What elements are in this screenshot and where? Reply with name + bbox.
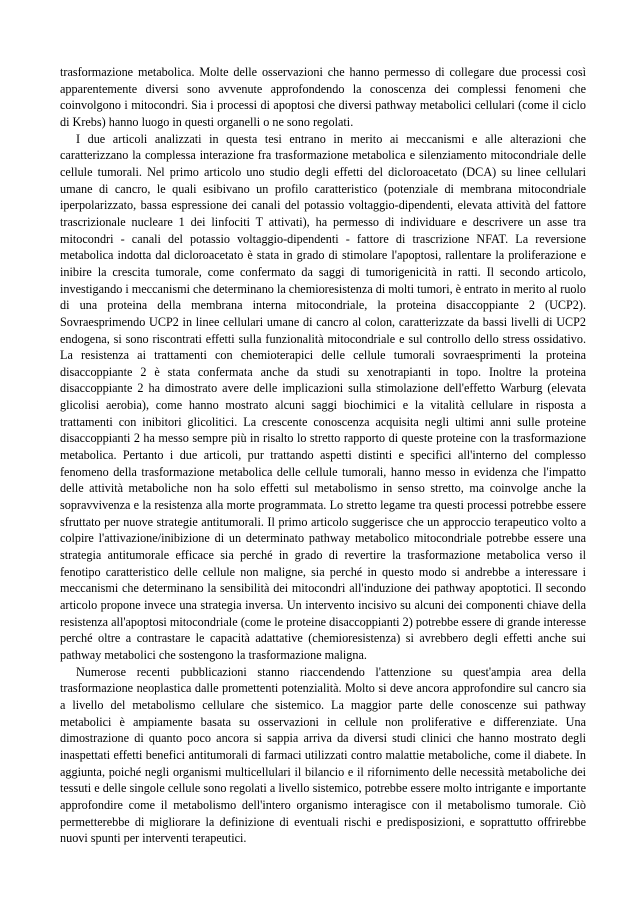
document-page: [60, 64, 586, 847]
paragraph-continuation: trasformazione metabolica. Molte delle osservazioni che hanno permesso di collegare due processi così apparentemente diversi sono avvenute approfondendo la conoscenza dei complessi fenomeni che coinvolgono i mitocondri. Sia i processi di apoptosi che diversi pathway metabolici cellulari (come il ciclo di Krebs) hanno luogo in questi organelli o ne sono regolati.: [60, 65, 586, 129]
paragraph-recent-publications: Numerose recenti pubblicazioni stanno riaccendendo l'attenzione su quest'ampia area della trasformazione neoplastica dalle promettenti potenzialità. Molto si deve ancora approfondire sul cancro sia a livello del metabolismo cellulare che sistemico. La maggior parte delle conoscenze sui pathway metabolici è ampiamente basata su osservazioni in cellule non proliferative e differenziate. Una dimostrazione di quanto poco ancora si sappia arriva da diversi studi clinici che hanno mostrato degli inaspettati effetti benefici antitumorali di farmaci utilizzati contro malattie metaboliche, come il diabete. In aggiunta, poiché negli organismi multicellulari il bilancio e il rifornimento delle necessità metaboliche dei tessuti e delle singole cellule sono regolati a livello sistemico, potrebbe essere molto intrigante e importante approfondire come il metabolismo dell'intero organismo interagisce con il metabolismo tumorale. Ciò permetterebbe di migliorare la definizione di eventuali rischi e predisposizioni, e soprattutto offrirebbe nuovi spunti per interventi terapeutici.: [60, 664, 586, 846]
paragraph-articles-analysis: I due articoli analizzati in questa tesi entrano in merito ai meccanismi e alle alterazioni che caratterizzano la complessa interazione fra trasformazione metabolica e silenziamento mitocondriale delle cellule tumorali. Nel primo articolo uno studio degli effetti del dicloroacetato (DCA) su linee cellulari umane di cancro, le quali esibivano un profilo caratteristico (potenziale di membrana mitocondriale iperpolarizzato, bassa espressione dei canali del potassio voltaggio-dipendenti, elevata attività del fattore trascrizionale nucleare 1 dei linfociti T attivati), ha permesso di individuare e descrivere un asse tra mitocondri - canali del potassio voltaggio-dipendenti - fattore di trascrizione NFAT. La reversione metabolica indotta dal dicloroacetato è stata in grado di stimolare l'apoptosi, rallentare la proliferazione e inibire la crescita tumorale, come confermato da saggi di tumorigenicità in ratti. Il secondo articolo, investigando i meccanismi che determinano la chemioresistenza di molti tumori, è entrato in merito al ruolo di una proteina della membrana interna mitocondriale, la proteina disaccoppiante 2 (UCP2). Sovraesprimendo UCP2 in linee cellulari umane di cancro al colon, caratterizzate da bassi livelli di UCP2 endogena, si sono riscontrati effetti sulla funzionalità mitocondriale e sul controllo dello stress ossidativo. La resistenza ai trattamenti con chemioterapici delle cellule tumorali sovraesprimenti la proteina disaccoppiante 2 è stata confermata anche da studi su xenotrapianti in topo. Inoltre la proteina disaccoppiante 2 ha dimostrato avere delle implicazioni sulla stimolazione dell'effetto Warburg (elevata glicolisi aerobia), come hanno mostrato alcuni saggi biochimici e la vitalità cellulare in risposta a trattamenti con inibitori glicolitici. La crescente conoscenza acquisita negli ultimi anni sulle proteine disaccoppianti 2 ha messo sempre più in risalto lo stretto rapporto di queste proteine con la trasformazione metabolica. Pertanto i due articoli, pur trattando aspetti distinti e specifici all'interno del complesso fenomeno della trasformazione metabolica delle cellule tumorali, hanno messo in evidenza che l'impatto delle attività metaboliche non ha solo effetti sul metabolismo in senso stretto, ma coinvolge anche la sopravvivenza e la resistenza alla morte programmata. Lo stretto legame tra questi processi potrebbe essere sfruttato per nuove strategie antitumorali. Il primo articolo suggerisce che un approccio terapeutico volto a colpire l'attivazione/inibizione di un determinato pathway metabolico mitocondriale potrebbe essere una strategia antitumorale efficace sia perché in grado di revertire la trasformazione metabolica verso il fenotipo caratteristico delle cellule non maligne, sia perché in questo modo si andrebbe a interessare i meccanismi che determinano la sensibilità dei mitocondri all'induzione dei pathway apoptotici. Il secondo articolo propone invece una strategia inversa. Un intervento incisivo su alcuni dei componenti chiave della resistenza all'apoptosi mitocondriale (come le proteine disaccoppianti 2) potrebbe essere di grande interesse perché oltre a contrastare le capacità adattative (chemioresistenza) si avrebbero degli effetti anche sui pathway metabolici che sostengono la trasformazione maligna.: [60, 131, 586, 662]
